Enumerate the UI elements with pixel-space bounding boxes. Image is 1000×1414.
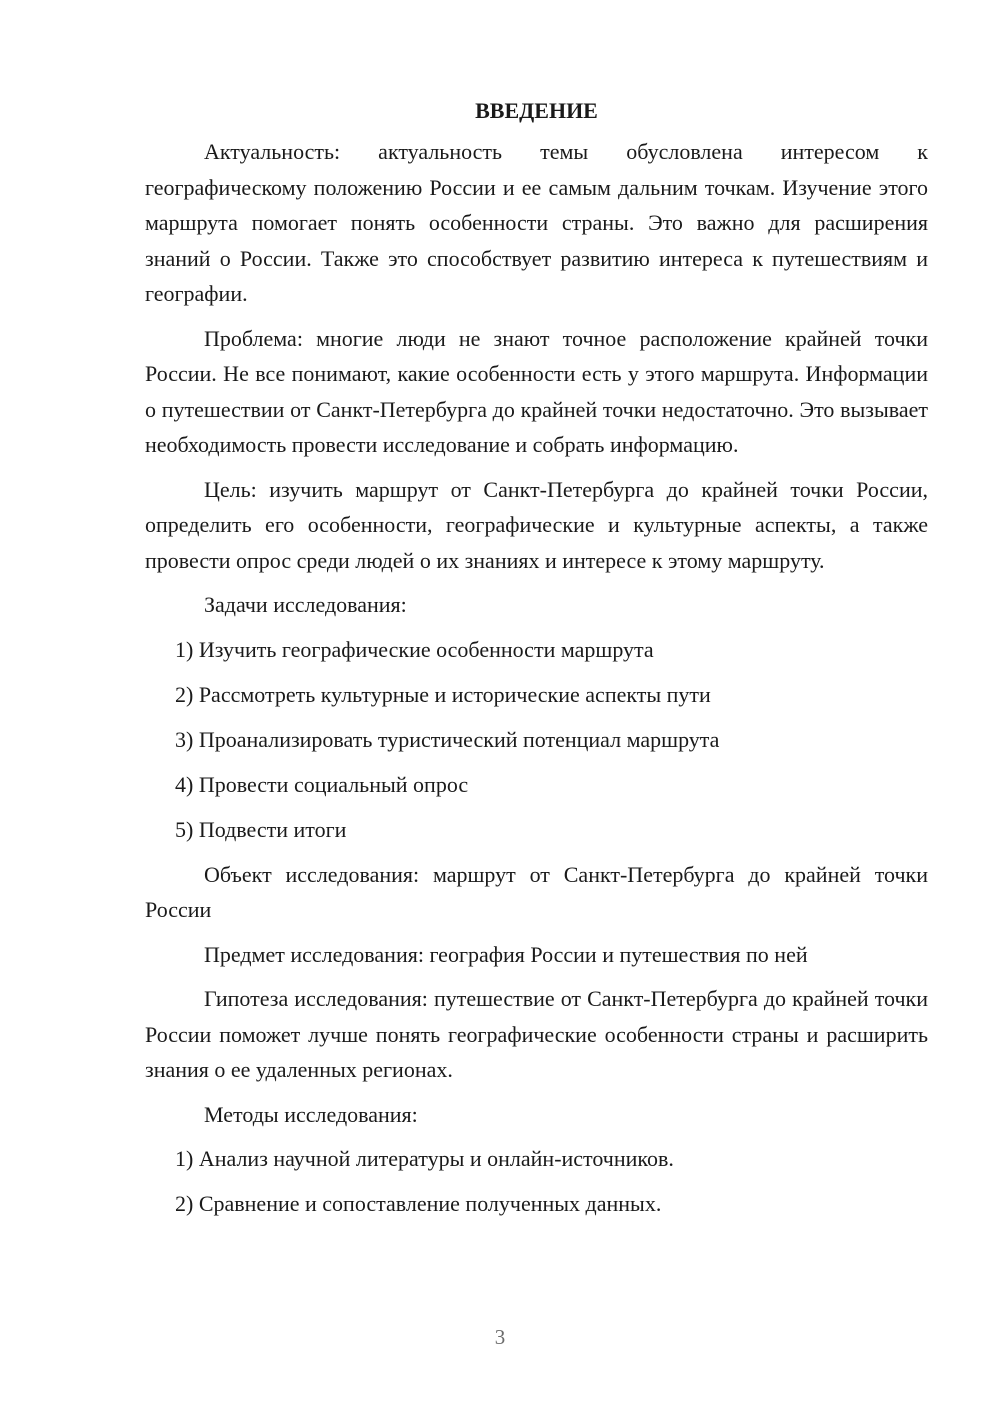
list-item: 1) Изучить географические особенности маршрута xyxy=(175,636,654,662)
problem-paragraph: Проблема: многие люди не знают точное расположение крайней точки России. Не все понимают, какие особенности есть у этого маршрута. Информации о путешествии от Санкт-Петербурга до крайней точки недостаточно. Это вызывает необходимость провести исследование и собрать информацию. xyxy=(145,325,928,457)
methods-list xyxy=(145,1141,928,1222)
subject-paragraph: Предмет исследования: география России и путешествия по ней xyxy=(204,941,808,967)
list-item: 3) Проанализировать туристический потенциал маршрута xyxy=(175,726,720,752)
document-page xyxy=(145,96,928,1231)
methods-title: Методы исследования: xyxy=(204,1101,418,1127)
tasks-title: Задачи исследования: xyxy=(204,592,407,617)
page-number: 3 xyxy=(494,1325,506,1349)
list-item: 5) Подвести итоги xyxy=(175,816,347,842)
section-heading: ВВЕДЕНИЕ xyxy=(475,98,598,123)
tasks-list xyxy=(145,632,928,848)
goal-paragraph: Цель: изучить маршрут от Санкт-Петербурга до крайней точки России, определить его особенности, географические и культурные аспекты, а также провести опрос среди людей о их знаниях и интересе к этому маршруту. xyxy=(145,476,928,573)
object-paragraph: Объект исследования: маршрут от Санкт-Петербурга до крайней точки России xyxy=(145,861,928,922)
list-item: 2) Сравнение и сопоставление полученных данных. xyxy=(175,1191,662,1216)
list-item: 4) Провести социальный опрос xyxy=(175,771,469,797)
list-item: 1) Анализ научной литературы и онлайн-источников. xyxy=(175,1146,674,1171)
list-item: 2) Рассмотреть культурные и исторические аспекты пути xyxy=(175,681,711,707)
relevance-paragraph: Актуальность: актуальность темы обусловлена интересом к географическому положению России и ее самым дальним точкам. Изучение этого маршрута помогает понять особенности страны. Это важно для расширения знаний о России. Также это способствует развитию интереса к путешествиям и географии. xyxy=(145,139,928,306)
hypothesis-paragraph: Гипотеза исследования: путешествие от Санкт-Петербурга до крайней точки России поможет лучше понять географические особенности страны и расширить знания о ее удаленных регионах. xyxy=(145,986,928,1082)
